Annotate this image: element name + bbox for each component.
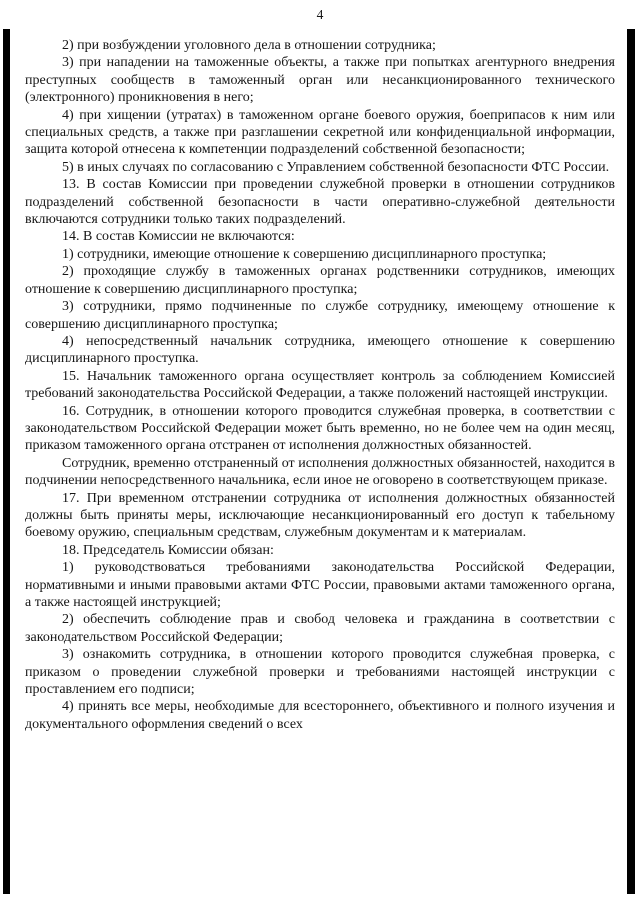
paragraph: 14. В состав Комиссии не включаются: xyxy=(62,229,295,245)
paragraph: 16. Сотрудник, в отношении которого проводится служебная проверка, в соответствии с законодательством Российской Федерации может быть временно, но не более чем на один месяц, приказом таможенного органа отстранен от исполнения должностных обязанностей. xyxy=(25,403,615,454)
paragraph: 4) принять все меры, необходимые для всестороннего, объективного и полного изучения и документального оформления сведений о всех xyxy=(25,699,615,732)
paragraph: 2) обеспечить соблюдение прав и свобод человека и гражданина в соответствии с законодательством Российской Федерации; xyxy=(25,612,615,645)
paragraph: 17. При временном отстранении сотрудника от исполнения должностных обязанностей должны быть приняты меры, исключающие несанкционированный его доступ к табельному боевому оружию, специальным средствам, служебным документам и к материалам. xyxy=(25,490,615,541)
paragraph: 18. Председатель Комиссии обязан: xyxy=(62,542,274,558)
page-number: 4 xyxy=(316,7,324,22)
paragraph: 3) ознакомить сотрудника, в отношении которого проводится служебная проверка, с приказом о проведении служебной проверки и требованиями настоящей инструкции с проставлением его подписи; xyxy=(25,647,615,698)
paragraph: 3) сотрудники, прямо подчиненные по службе сотруднику, имеющему отношение к совершению дисциплинарного проступка; xyxy=(25,299,615,332)
paragraph: Сотрудник, временно отстраненный от исполнения должностных обязанностей, находится в подчинении непосредственного начальника, если иное не оговорено в соответствующем приказе. xyxy=(25,455,615,489)
paragraph: 4) при хищении (утратах) в таможенном органе боевого оружия, боеприпасов к ним или специальных средств, а также при разглашении секретной или конфиденциальной информации, защита которой отнесена к компетенции подразделений собственной безопасности; xyxy=(25,107,615,158)
paragraph: 2) при возбуждении уголовного дела в отношении сотрудника; xyxy=(62,38,436,53)
scan-edge-right xyxy=(627,29,635,894)
paragraph: 15. Начальник таможенного органа осуществляет контроль за соблюдением Комиссией требований законодательства Российской Федерации, а также положений настоящей инструкции. xyxy=(25,368,615,402)
paragraph: 5) в иных случаях по согласованию с Управлением собственной безопасности ФТС России. xyxy=(62,159,610,175)
paragraph: 3) при нападении на таможенные объекты, а также при попытках агентурного внедрения преступных сообществ в таможенный орган или несанкционированного технического (электронного) проникновения в него; xyxy=(25,55,615,106)
paragraph: 1) сотрудники, имеющие отношение к совершению дисциплинарного проступка; xyxy=(62,246,547,262)
paragraph: 4) непосредственный начальник сотрудника, имеющего отношение к совершению дисциплинарного проступка. xyxy=(25,333,615,367)
document-body xyxy=(25,37,615,733)
paragraph: 13. В состав Комиссии при проведении служебной проверки в отношении сотрудников подразделений собственной безопасности в части оперативно-служебной деятельности включаются сотрудники только таких подразделений. xyxy=(25,177,615,228)
scan-edge-left xyxy=(3,29,10,894)
paragraph: 2) проходящие службу в таможенных органах родственники сотрудников, имеющих отношение к совершению дисциплинарного проступка; xyxy=(25,264,615,297)
paragraph: 1) руководствоваться требованиями законодательства Российской Федерации, нормативными и иными правовыми актами ФТС России, правовыми актами таможенного органа, а также настоящей инструкцией; xyxy=(25,560,615,610)
